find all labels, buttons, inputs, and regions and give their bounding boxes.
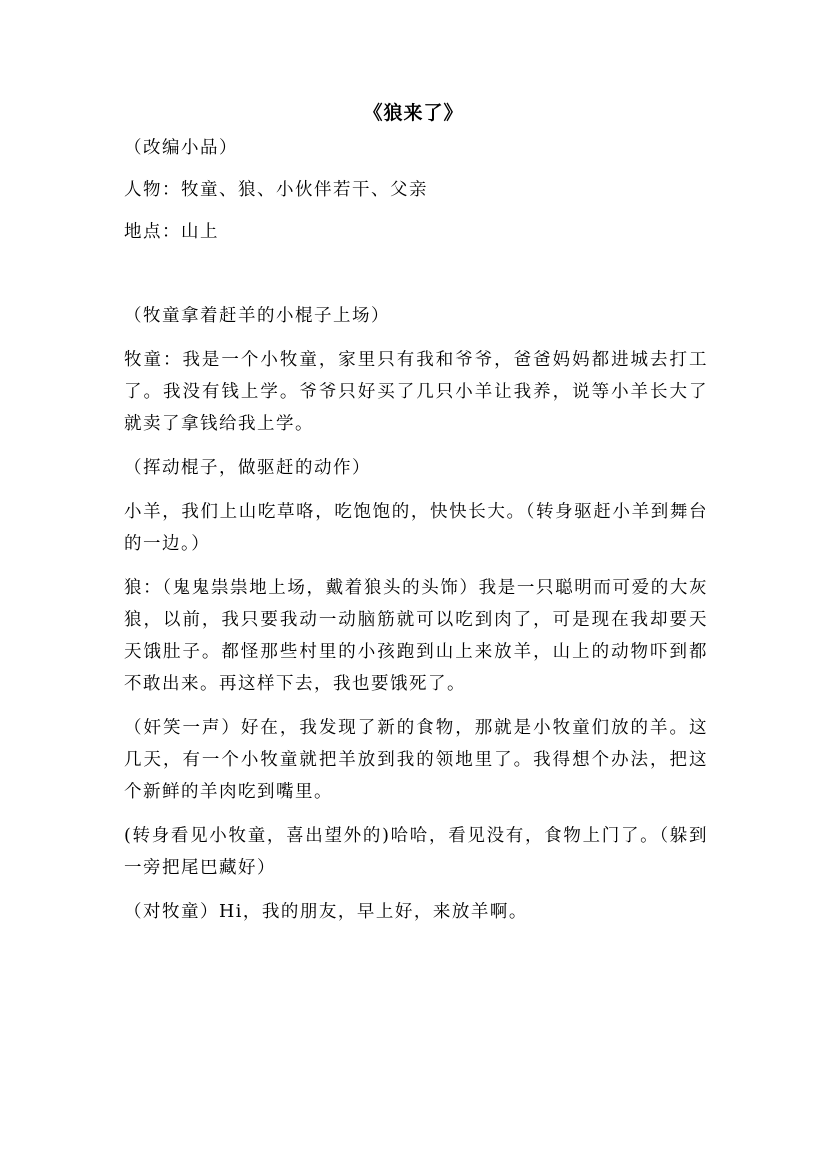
dialogue-paragraph: 小羊，我们上山吃草咯，吃饱饱的，快快长大。（转身驱赶小羊到舞台的一边。） xyxy=(124,502,708,554)
document-title: 《狼来了》 xyxy=(363,102,464,124)
genre-note: （改编小品） xyxy=(124,138,238,158)
dialogue-paragraph: 牧童：我是一个小牧童，家里只有我和爷爷，爸爸妈妈都进城去打工了。我没有钱上学。爷爷只好买了几只小羊让我养，说等小羊长大了就卖了拿钱给我上学。 xyxy=(124,350,708,434)
dialogue-paragraph: （对牧童）Hi，我的朋友，早上好，来放羊啊。 xyxy=(124,902,528,922)
dialogue-paragraph: （奸笑一声）好在，我发现了新的食物，那就是小牧童们放的羊。这几天，有一个小牧童就把羊放到我的领地里了。我得想个办法，把这个新鲜的羊肉吃到嘴里。 xyxy=(124,718,708,802)
stage-direction: （牧童拿着赶羊的小棍子上场） xyxy=(124,306,390,326)
dialogue-paragraph: (转身看见小牧童，喜出望外的)哈哈，看见没有，食物上门了。（躲到一旁把尾巴藏好） xyxy=(124,826,708,878)
blank-line xyxy=(124,258,708,300)
location-line: 地点：山上 xyxy=(124,222,219,242)
characters-line: 人物：牧童、狼、小伙伴若干、父亲 xyxy=(124,180,428,200)
document-body xyxy=(124,132,708,940)
stage-direction: （挥动棍子，做驱赶的动作） xyxy=(124,458,371,478)
dialogue-paragraph: 狼：（鬼鬼祟祟地上场，戴着狼头的头饰）我是一只聪明而可爱的大灰狼，以前，我只要我动一动脑筋就可以吃到肉了，可是现在我却要天天饿肚子。都怪那些村里的小孩跑到山上来放羊，山上的动物吓到都不敢出来。再这样下去，我也要饿死了。 xyxy=(124,578,708,694)
